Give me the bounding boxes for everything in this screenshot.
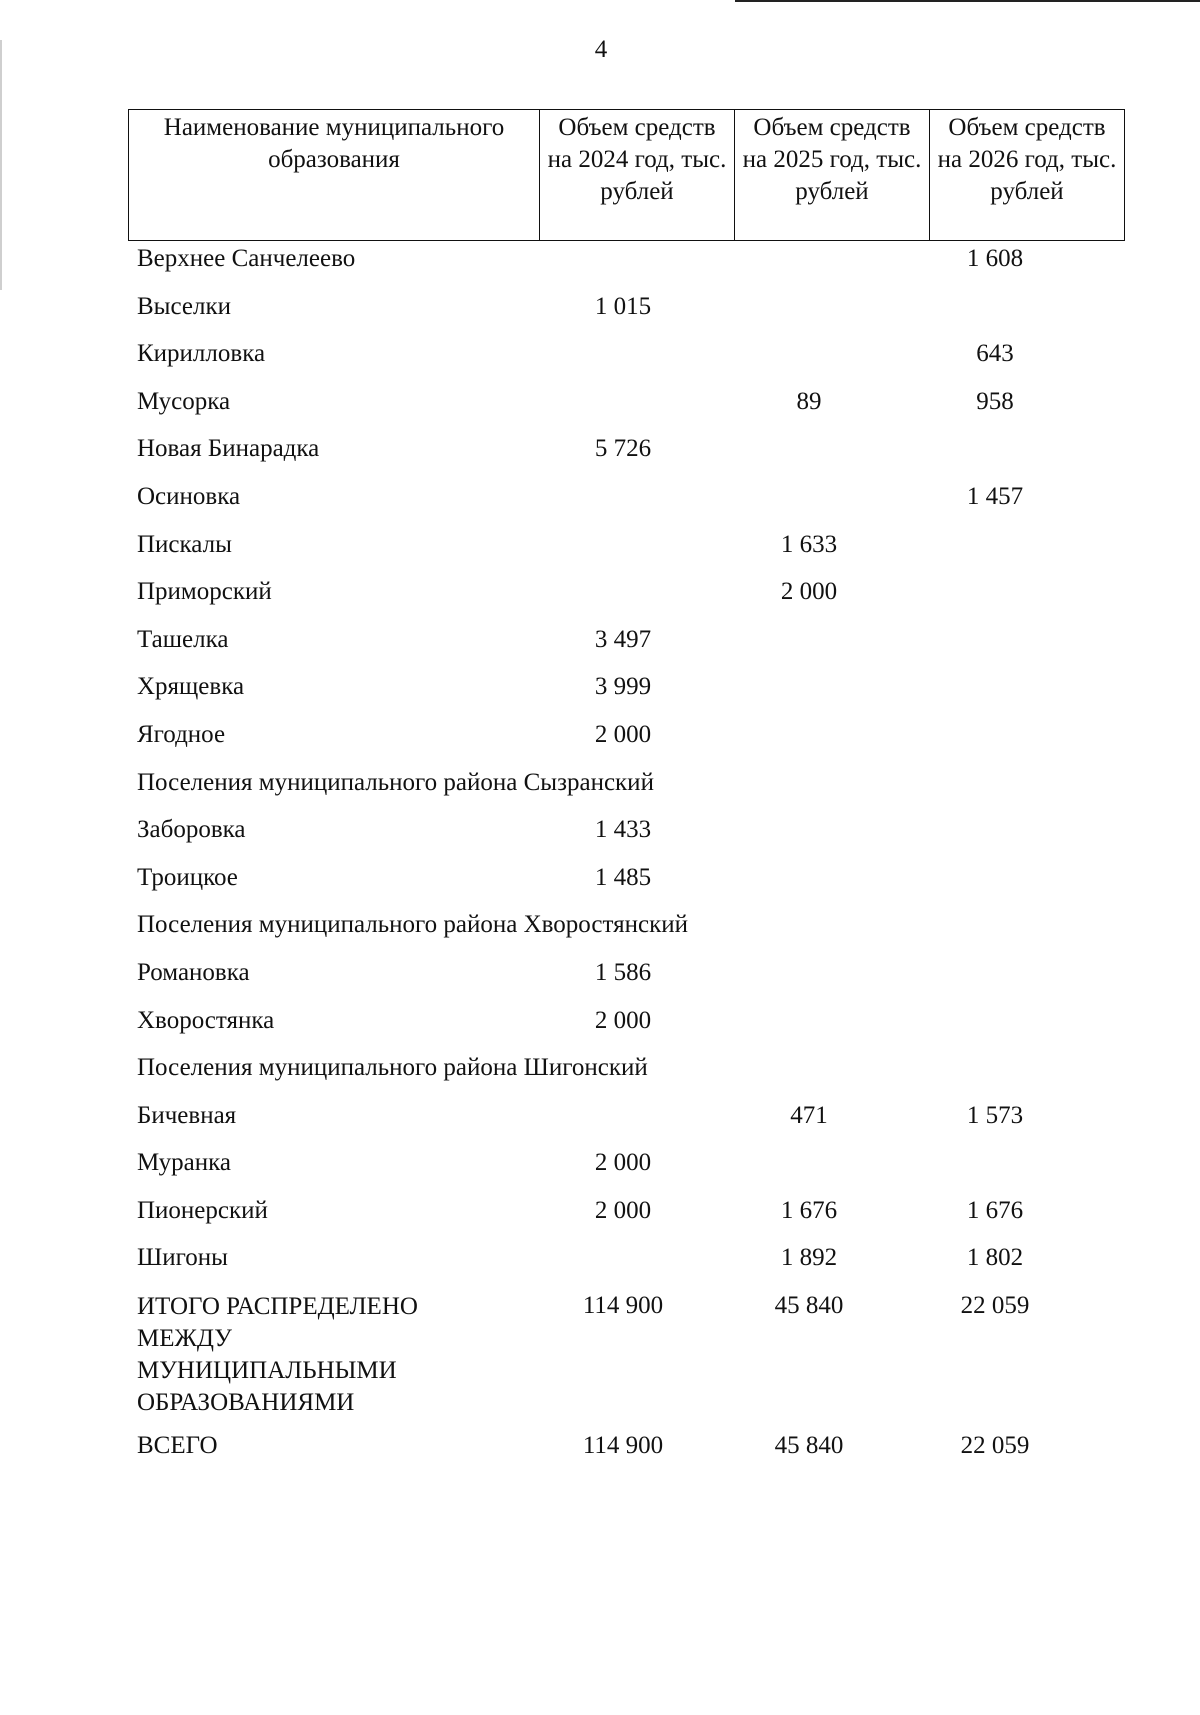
value-2026: 958: [976, 387, 1014, 415]
municipality-name: Пискалы: [137, 530, 232, 558]
value-2025: 45 840: [774, 1432, 844, 1460]
value-2026: 1 802: [966, 1244, 1024, 1272]
value-2024: 2 000: [594, 1149, 652, 1177]
value-2025: 1 676: [780, 1196, 838, 1224]
header-municipality: Наименование муниципального образования: [129, 110, 540, 241]
value-2026: 1 608: [966, 245, 1024, 272]
table-row: [128, 906, 1088, 954]
value-2025: 1 633: [780, 530, 838, 558]
table-row: [128, 764, 1088, 812]
table-row: [128, 478, 1088, 526]
value-2024: 1 015: [594, 292, 652, 320]
value-2025: 2 000: [780, 578, 838, 606]
value-2025: 45 840: [774, 1292, 844, 1320]
municipality-name: Шигоны: [137, 1244, 228, 1272]
table-row: [128, 1049, 1088, 1097]
table-row: [128, 621, 1088, 669]
value-2026: 1 457: [966, 482, 1024, 510]
value-2024: 1 586: [594, 958, 652, 986]
value-2024: 114 900: [582, 1292, 664, 1320]
table-row: [128, 526, 1088, 574]
value-2024: 2 000: [594, 1006, 652, 1034]
table-total-row: [128, 1287, 1088, 1427]
value-2024: 3 497: [594, 625, 652, 653]
value-2025: 1 892: [780, 1244, 838, 1272]
municipality-name: Романовка: [137, 958, 250, 986]
header-2025: Объем средств на 2025 год, тыс. рублей: [735, 110, 930, 241]
table-row: [128, 1144, 1088, 1192]
table-row: [128, 1192, 1088, 1240]
municipality-name: Бичевная: [137, 1101, 237, 1129]
table-body: [128, 240, 1088, 1475]
header-2024: Объем средств на 2024 год, тыс. рублей: [540, 110, 735, 241]
municipality-name: Заборовка: [137, 816, 246, 844]
top-edge-line: [735, 0, 1200, 2]
table-row: [128, 859, 1088, 907]
municipality-name: Кирилловка: [137, 340, 266, 368]
table-row: [128, 811, 1088, 859]
left-edge-line: [0, 40, 2, 290]
municipality-name: Поселения муниципального района Сызранский: [137, 768, 654, 796]
municipality-name: Хрящевка: [137, 673, 245, 701]
value-2026: 643: [976, 340, 1014, 368]
municipality-name: Поселения муниципального района Хворостянский: [137, 911, 689, 939]
table-row: [128, 1097, 1088, 1145]
value-2024: 2 000: [594, 1196, 652, 1224]
table-row: [128, 668, 1088, 716]
page-number: 4: [594, 36, 608, 63]
municipality-name: Поселения муниципального района Шигонский: [137, 1054, 648, 1082]
value-2024: 114 900: [582, 1432, 664, 1460]
table-row: [128, 573, 1088, 621]
value-2025: 471: [790, 1101, 828, 1129]
value-2024: 1 433: [594, 816, 652, 844]
municipality-name: Верхнее Санчелеево: [137, 245, 356, 272]
header-row: [129, 110, 1125, 241]
value-2025: 89: [796, 387, 822, 415]
municipality-name: ВСЕГО: [137, 1432, 218, 1460]
table-row: [128, 383, 1088, 431]
table-row: [128, 288, 1088, 336]
table-row: [128, 430, 1088, 478]
table-row: [128, 1427, 1088, 1475]
municipality-name: ИТОГО РАСПРЕДЕЛЕНО МЕЖДУ МУНИЦИПАЛЬНЫМИ ОБРАЗОВАНИЯМИ: [137, 1293, 418, 1417]
municipality-name: Хворостянка: [137, 1006, 275, 1034]
municipality-name: Новая Бинарадка: [137, 435, 320, 463]
value-2024: 3 999: [594, 673, 652, 701]
table-row: [128, 1002, 1088, 1050]
table-row: [128, 240, 1088, 288]
value-2026: 1 676: [966, 1196, 1024, 1224]
table-header: [128, 109, 1125, 241]
municipality-name: Осиновка: [137, 482, 241, 510]
municipality-name: Муранка: [137, 1149, 231, 1177]
value-2024: 2 000: [594, 720, 652, 748]
municipality-name: Ягодное: [137, 720, 226, 748]
value-2024: 5 726: [594, 435, 652, 463]
table-row: [128, 1239, 1088, 1287]
table-row: [128, 954, 1088, 1002]
value-2024: 1 485: [594, 863, 652, 891]
value-2026: 22 059: [960, 1292, 1030, 1320]
municipality-name: Мусорка: [137, 387, 231, 415]
table-row: [128, 335, 1088, 383]
municipality-name: Троицкое: [137, 863, 238, 891]
table-row: [128, 716, 1088, 764]
municipality-name: Приморский: [137, 578, 272, 606]
value-2026: 22 059: [960, 1432, 1030, 1460]
header-2026: Объем средств на 2026 год, тыс. рублей: [930, 110, 1125, 241]
municipality-name: Выселки: [137, 292, 231, 320]
value-2026: 1 573: [966, 1101, 1024, 1129]
municipality-name: Ташелка: [137, 625, 229, 653]
municipality-name: Пионерский: [137, 1196, 268, 1224]
